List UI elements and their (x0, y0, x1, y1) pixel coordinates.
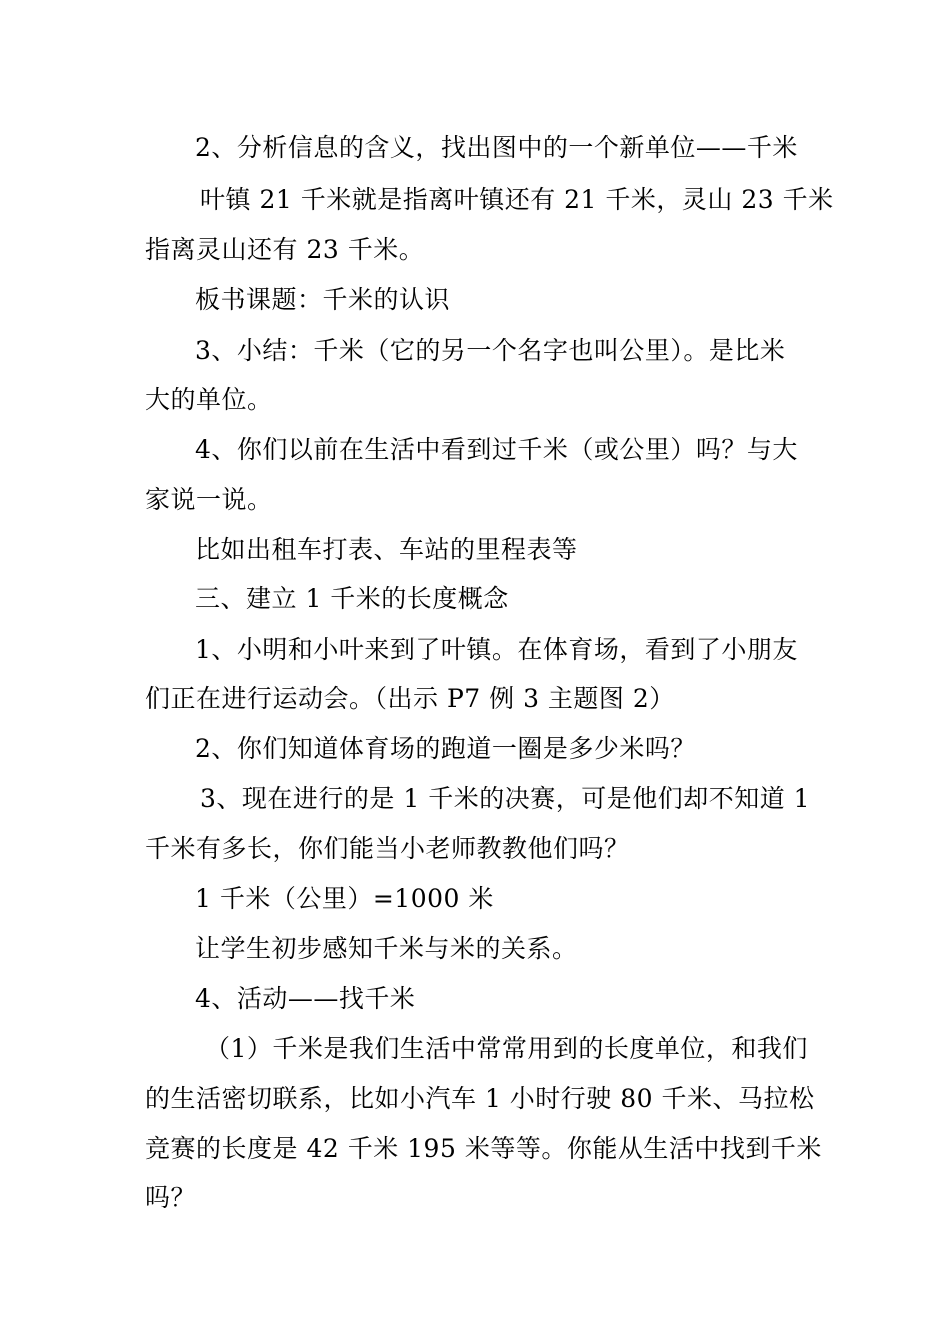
paragraph-line: 家说一说。 (145, 485, 273, 514)
paragraph-line: 2、你们知道体育场的跑道一圈是多少米吗？ (195, 734, 696, 763)
section-heading: 三、建立 1 千米的长度概念 (195, 584, 509, 613)
paragraph-line: 1、小明和小叶来到了叶镇。在体育场，看到了小朋友 (195, 635, 798, 664)
paragraph-line: 大的单位。 (145, 385, 273, 414)
paragraph-line: 让学生初步感知千米与米的关系。 (195, 934, 578, 963)
paragraph-line: 板书课题：千米的认识 (195, 285, 451, 314)
paragraph-line: 4、你们以前在生活中看到过千米（或公里）吗？与大 (195, 435, 798, 464)
paragraph-line: 叶镇 21 千米就是指离叶镇还有 21 千米，灵山 23 千米 (200, 185, 834, 214)
paragraph-line: 千米有多长，你们能当小老师教教他们吗？ (145, 834, 630, 863)
paragraph-line: 4、活动——找千米 (195, 984, 416, 1013)
paragraph-line: （1）千米是我们生活中常常用到的长度单位，和我们 (205, 1034, 808, 1063)
paragraph-line: 指离灵山还有 23 千米。 (145, 235, 425, 264)
paragraph-line: 比如出租车打表、车站的里程表等 (195, 535, 578, 564)
formula-line: 1 千米（公里）=1000 米 (195, 884, 494, 913)
paragraph-line: 的生活密切联系，比如小汽车 1 小时行驶 80 千米、马拉松 (145, 1084, 815, 1113)
paragraph-line: 们正在进行运动会。（出示 P7 例 3 主题图 2） (145, 684, 675, 713)
paragraph-line: 3、现在进行的是 1 千米的决赛，可是他们却不知道 1 (200, 784, 811, 813)
paragraph-line: 竞赛的长度是 42 千米 195 米等等。你能从生活中找到千米 (145, 1134, 822, 1163)
paragraph-line: 吗？ (145, 1183, 197, 1212)
paragraph-line: 3、小结：千米（它的另一个名字也叫公里）。是比米 (195, 336, 786, 365)
paragraph-line: 2、分析信息的含义，找出图中的一个新单位——千米 (195, 133, 798, 162)
